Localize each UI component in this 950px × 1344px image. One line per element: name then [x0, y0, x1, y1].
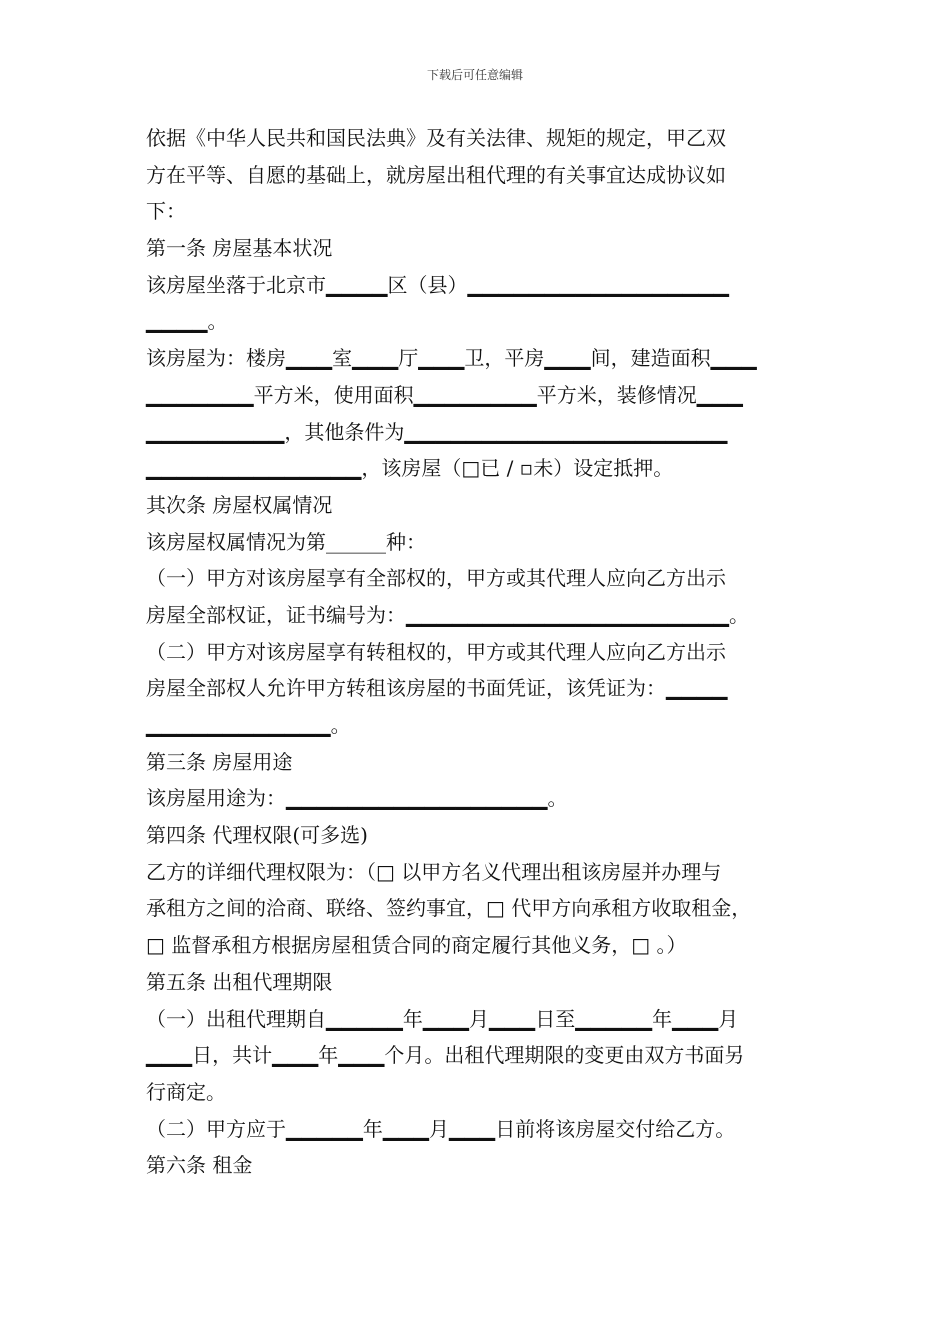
document-line: （二）甲方应于▁▁▁▁▁年▁▁▁月▁▁▁日前将该房屋交付给乙方。 — [146, 1116, 736, 1141]
document-line: 房屋全部权人允许甲方转租该房屋的书面凭证，该凭证为：▁▁▁▁ — [146, 676, 728, 701]
document-line: 第一条 房屋基本状况 — [146, 236, 333, 261]
document-line: 该房屋权属情况为第______种： — [146, 529, 426, 554]
document-line: 行商定。 — [146, 1079, 226, 1104]
document-line: 方在平等、自愿的基础上，就房屋出租代理的有关事宜达成协议如 — [146, 162, 726, 187]
document-line: 房屋全部权证，证书编号为：▁▁▁▁▁▁▁▁▁▁▁▁▁▁▁▁▁▁▁▁▁。 — [146, 602, 749, 627]
document-line: 其次条 房屋权属情况 — [146, 492, 333, 517]
document-body — [146, 120, 811, 1184]
document-line: ▁▁▁▁。 — [146, 309, 228, 334]
document-line: 下： — [146, 199, 186, 224]
document-line: 依据《中华人民共和国民法典》及有关法律、规矩的规定，甲乙双 — [146, 126, 726, 150]
document-line: （一）出租代理期自▁▁▁▁▁年▁▁▁月▁▁▁日至▁▁▁▁▁年▁▁▁月 — [146, 1006, 739, 1031]
document-line: ▁▁▁▁▁▁▁▁▁▁▁▁。 — [146, 713, 351, 737]
document-line: ▁▁▁▁▁▁▁▁▁▁▁▁▁▁，该房屋（□已 / ▫未）设定抵押。 — [146, 456, 674, 481]
document-line: 该房屋为：楼房▁▁▁室▁▁▁厅▁▁▁卫，平房▁▁▁间，建造面积▁▁▁ — [146, 346, 757, 371]
document-line: 第五条 出租代理期限 — [146, 969, 333, 994]
document-line: （一）甲方对该房屋享有全部权的，甲方或其代理人应向乙方出示 — [146, 566, 726, 591]
document-line: 第六条 租金 — [146, 1153, 253, 1178]
document-line: 该房屋坐落于北京市▁▁▁▁区（县）▁▁▁▁▁▁▁▁▁▁▁▁▁▁▁▁▁ — [146, 272, 729, 297]
document-line: 乙方的详细代理权限为：（□ 以甲方名义代理出租该房屋并办理与 — [146, 859, 722, 884]
document-line: ▁▁▁日，共计▁▁▁年▁▁▁个月。出租代理期限的变更由双方书面另 — [146, 1043, 745, 1068]
document-line: ▁▁▁▁▁▁▁▁▁，其他条件为▁▁▁▁▁▁▁▁▁▁▁▁▁▁▁▁▁▁▁▁▁ — [146, 419, 728, 444]
page-header-note: 下载后可任意编辑 — [426, 68, 523, 82]
document-line: 该房屋用途为：▁▁▁▁▁▁▁▁▁▁▁▁▁▁▁▁▁。 — [146, 786, 568, 811]
document-line: 第四条 代理权限(可多选) — [146, 823, 368, 848]
document-line: 第三条 房屋用途 — [146, 749, 293, 774]
document-line: □ 监督承租方根据房屋租赁合同的商定履行其他义务，□ 。） — [146, 933, 687, 958]
document-line: 承租方之间的洽商、联络、签约事宜，□ 代甲方向承租方收取租金， — [146, 896, 752, 921]
document-line: ▁▁▁▁▁▁▁平方米，使用面积▁▁▁▁▁▁▁▁平方米，装修情况▁▁▁ — [146, 382, 743, 407]
document-line: （二）甲方对该房屋享有转租权的，甲方或其代理人应向乙方出示 — [146, 639, 726, 664]
